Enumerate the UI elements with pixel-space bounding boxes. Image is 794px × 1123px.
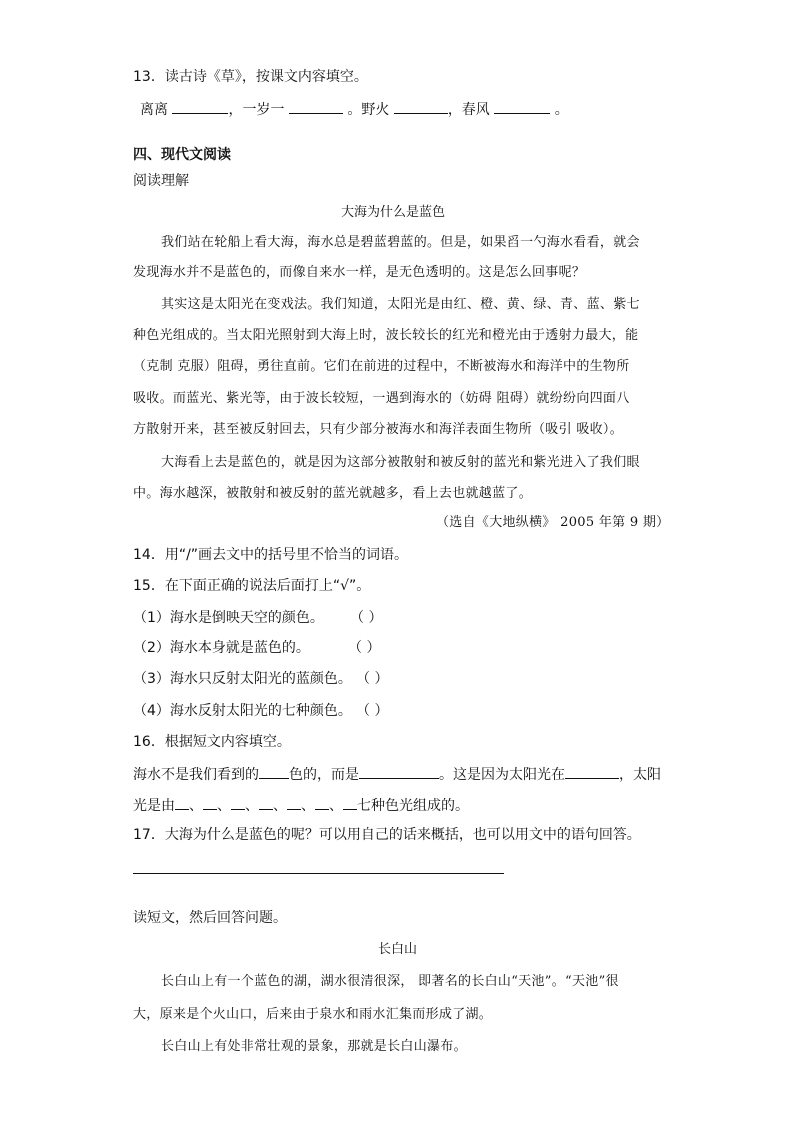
passage1-line: 种色光组成的。当太阳光照射到大海上时，波长较长的红光和橙光由于透射力最大，能 (133, 328, 639, 343)
q13-blank-3[interactable] (394, 101, 448, 114)
q16-sep: 、 (217, 798, 231, 814)
passage1-line: 大海看上去是蓝色的，就是因为这部分被散射和被反射的蓝光和紫光进入了我们眼 (161, 455, 640, 470)
q13-fill-line (140, 101, 569, 117)
q13-blank-4[interactable] (494, 101, 550, 114)
q15-item-text: （1）海水是倒映天空的颜色。 (133, 610, 324, 626)
q13-part-5: 。 (554, 102, 569, 118)
q13-part-4: ，春风 (447, 102, 490, 118)
q15-item-text: （3）海水只反射太阳光的蓝颜色。 (133, 671, 352, 687)
q15-item (133, 611, 324, 625)
q17-text: 17．大海为什么是蓝色的呢？可以用自己的话来概括，也可以用文中的语句回答。 (133, 827, 641, 843)
q17-answer-line[interactable] (133, 873, 504, 874)
passage1-line: 其实这是太阳光在变戏法。我们知道，太阳光是由红、橙、黄、绿、青、蓝、紫七 (161, 297, 640, 312)
q15-answer-paren[interactable]: （ ） (350, 610, 383, 626)
q13-part-1: 离离 (140, 102, 168, 118)
q13-part-2: ，一岁一 (228, 102, 285, 118)
q16-line-1 (133, 766, 661, 782)
q16-sep: 、 (301, 798, 315, 814)
reading2-title: 长白山 (378, 942, 418, 957)
q16-blank[interactable] (565, 766, 619, 779)
section-subheading: 阅读理解 (133, 173, 189, 189)
q13-prompt: 13．读古诗《草》，按课文内容填空。 (133, 69, 368, 85)
q15-item (133, 672, 352, 686)
q16-blank[interactable] (259, 797, 273, 810)
q15-item-text: （2）海水本身就是蓝色的。 (133, 640, 310, 656)
q15-answer-paren[interactable]: （ ） (348, 640, 381, 656)
passage1-source: （选自《大地纵横》 2005 年第 9 期） (436, 515, 670, 530)
q16-blank[interactable] (343, 797, 357, 810)
passage1-title: 大海为什么是蓝色 (341, 205, 446, 220)
q16-sep: 、 (245, 798, 259, 814)
q16-blank[interactable] (315, 797, 329, 810)
q16-prompt: 16．根据短文内容填空。 (133, 734, 291, 750)
q15-answer-paren[interactable]: （ ） (356, 671, 389, 687)
passage1-line: 中。海水越深，被散射和被反射的蓝光就越多，看上去也就越蓝了。 (133, 486, 533, 501)
reading2-line: 长白山上有一个蓝色的湖，湖水很清很深， 即著名的长白山“天池”。“天池”很 (161, 974, 619, 989)
q16-blank[interactable] (175, 797, 189, 810)
q16-text: 色的，而是 (289, 767, 359, 783)
q15-item (133, 704, 352, 718)
passage1-line: 方散射开来，甚至被反射回去，只有少部分被海水和海洋表面生物所（吸引 吸收）。 (133, 422, 624, 437)
q16-blank[interactable] (287, 797, 301, 810)
q13-part-3: 。野火 (347, 102, 390, 118)
q16-text: 。这是因为太阳光在 (439, 767, 565, 783)
q16-sep: 、 (329, 798, 343, 814)
q15-item (133, 641, 310, 655)
q15-answer-paren[interactable]: （ ） (356, 703, 389, 719)
q14-text: 14．用“/”画去文中的括号里不恰当的词语。 (133, 547, 409, 563)
q16-text: 七种色光组成的。 (357, 798, 469, 814)
q16-sep: 、 (273, 798, 287, 814)
passage1-line: 发现海水并不是蓝色的，而像自来水一样，是无色透明的。这是怎么回事呢？ (133, 265, 586, 280)
q16-text: ，太阳 (619, 767, 661, 783)
q13-blank-2[interactable] (289, 101, 343, 114)
q16-text: 海水不是我们看到的 (133, 767, 259, 783)
section-heading: 四、现代文阅读 (133, 147, 231, 163)
q16-blank[interactable] (231, 797, 245, 810)
passage1-line: 吸收。而蓝光、紫光等，由于波长较短，一遇到海水的（妨碍 阻碍）就纷纷向四面八 (133, 391, 630, 406)
q16-sep: 、 (189, 798, 203, 814)
q16-blank[interactable] (359, 766, 439, 779)
q16-text: 光是由 (133, 798, 175, 814)
reading2-line: 长白山上有处非常壮观的景象，那就是长白山瀑布。 (161, 1039, 467, 1054)
passage1-line: （克制 克服）阻碍，勇往直前。它们在前进的过程中，不断被海水和海洋中的生物所 (133, 359, 630, 374)
reading2-line: 大，原来是个火山口，后来由于泉水和雨水汇集而形成了湖。 (133, 1007, 493, 1022)
q15-item-text: （4）海水反射太阳光的七种颜色。 (133, 703, 352, 719)
q15-prompt: 15．在下面正确的说法后面打上“√”。 (133, 578, 371, 594)
passage1-line: 我们站在轮船上看大海，海水总是碧蓝碧蓝的。但是，如果舀一勺海水看看，就会 (161, 235, 640, 250)
reading2-intro: 读短文，然后回答问题。 (133, 910, 287, 926)
q13-blank-1[interactable] (172, 101, 228, 114)
q16-blank[interactable] (259, 766, 289, 779)
q16-blank[interactable] (203, 797, 217, 810)
q16-line-2 (133, 797, 469, 813)
